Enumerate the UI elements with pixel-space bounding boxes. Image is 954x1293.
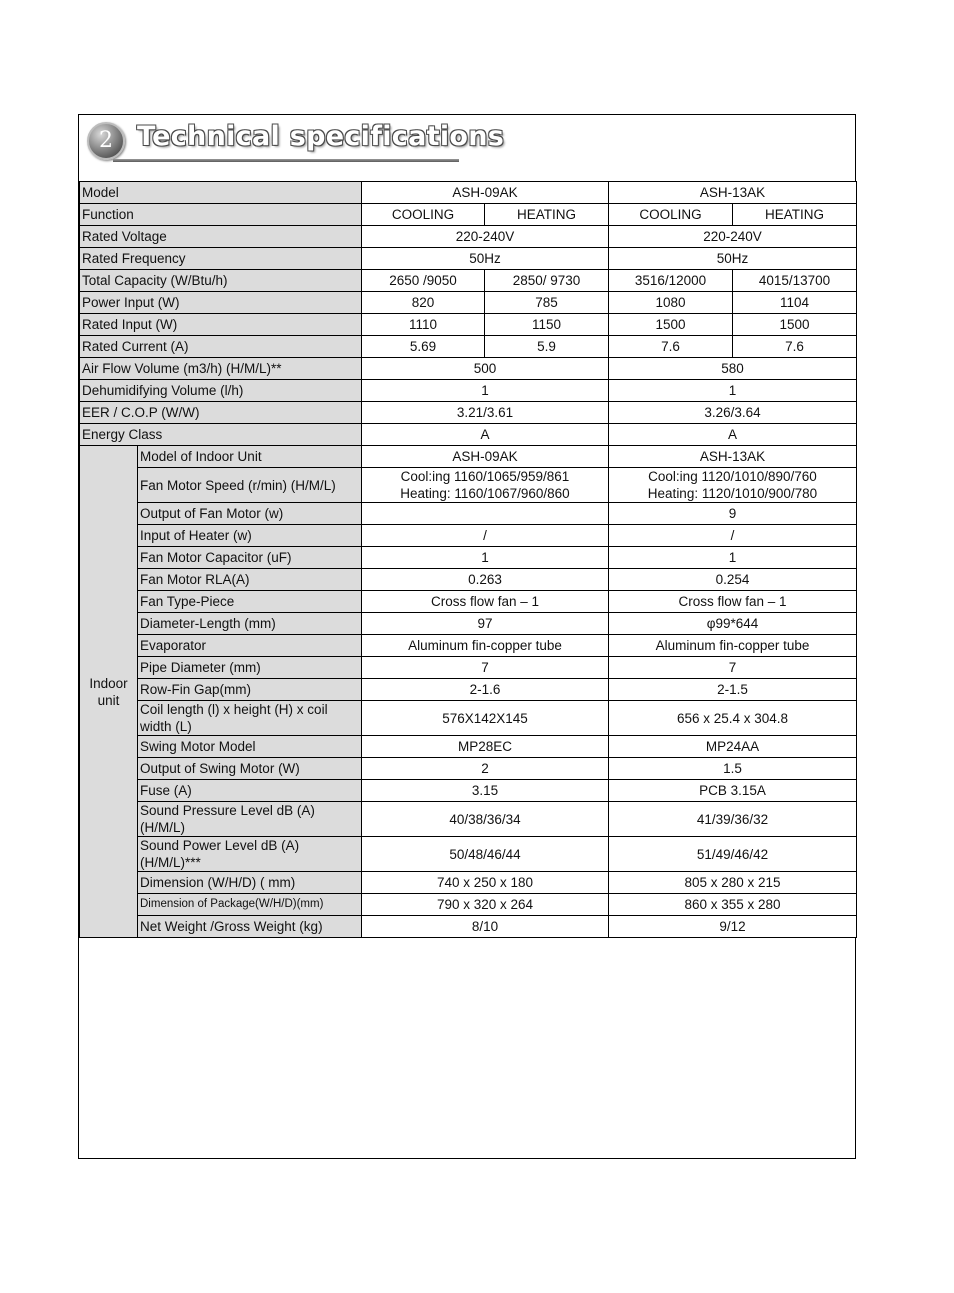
row-label: Fan Type-Piece [138,591,362,613]
table-row [80,569,857,591]
cell: 785 [485,292,609,314]
row-label: Model of Indoor Unit [138,446,362,468]
cell: ASH-09AK [362,446,609,468]
title-underline [113,159,459,162]
cell: 1 [609,380,857,402]
cell: 2-1.6 [362,679,609,701]
table-row [80,402,857,424]
cell: MP28EC [362,736,609,758]
cell: ASH-13AK [609,446,857,468]
row-label: Pipe Diameter (mm) [138,657,362,679]
cell: 3.21/3.61 [362,402,609,424]
row-label: Total Capacity (W/Btu/h) [80,270,362,292]
row-label: EER / C.O.P (W/W) [80,402,362,424]
cell: 50/48/46/44 [362,837,609,872]
cell: 7.6 [733,336,857,358]
cell: 5.9 [485,336,609,358]
table-row [80,872,857,894]
cell: 1080 [609,292,733,314]
fan-speed-heat-a: Heating: 1160/1067/960/860 [400,486,570,501]
row-label: Dimension (W/H/D) ( mm) [138,872,362,894]
cell: 1500 [609,314,733,336]
row-label: Dehumidifying Volume (l/h) [80,380,362,402]
cell: HEATING [733,204,857,226]
row-label: Fuse (A) [138,780,362,802]
cell: 580 [609,358,857,380]
cell: Aluminum fin-copper tube [609,635,857,657]
cell: 790 x 320 x 264 [362,894,609,916]
row-label: Sound Pressure Level dB (A) (H/M/L) [138,802,362,837]
cell: 2-1.5 [609,679,857,701]
section-title: Technical specifications [137,121,505,152]
cell: 40/38/36/34 [362,802,609,837]
cell: 220-240V [609,226,857,248]
model-b: ASH-13AK [609,182,857,204]
table-row [80,780,857,802]
row-label: Coil length (l) x height (H) x coil width (L) [138,701,362,736]
cell: 50Hz [609,248,857,270]
table-row [80,182,857,204]
cell: φ99*644 [609,613,857,635]
fan-speed-heat-b: Heating: 1120/1010/900/780 [647,486,818,501]
row-label: Rated Input (W) [80,314,362,336]
cell: 97 [362,613,609,635]
table-row [80,525,857,547]
cell: Cross flow fan – 1 [609,591,857,613]
table-row [80,679,857,701]
fan-speed-cool-b: Cool:ing 1120/1010/890/760 [648,469,817,484]
cell: 220-240V [362,226,609,248]
row-label: Function [80,204,362,226]
cell: 51/49/46/42 [609,837,857,872]
row-label: Row-Fin Gap(mm) [138,679,362,701]
table-row [80,635,857,657]
cell: 50Hz [362,248,609,270]
row-label: Input of Heater (w) [138,525,362,547]
table-row [80,424,857,446]
cell: COOLING [609,204,733,226]
table-row [80,270,857,292]
cell: 3516/12000 [609,270,733,292]
row-label: Model [80,182,362,204]
table-row [80,613,857,635]
table-row [80,802,857,837]
cell: 576X142X145 [362,701,609,736]
spec-frame [78,114,856,1159]
cell: 7 [609,657,857,679]
row-label: Output of Fan Motor (w) [138,503,362,525]
cell: 1150 [485,314,609,336]
table-row [80,547,857,569]
cell: 500 [362,358,609,380]
indoor-unit-group-label: Indoor unit [80,446,138,938]
cell: PCB 3.15A [609,780,857,802]
table-row [80,701,857,736]
cell: 2 [362,758,609,780]
row-label: Rated Current (A) [80,336,362,358]
row-label: Power Input (W) [80,292,362,314]
table-row [80,503,857,525]
cell: 7 [362,657,609,679]
table-row [80,380,857,402]
table-row [80,916,857,938]
cell: 1500 [733,314,857,336]
row-label: Output of Swing Motor (W) [138,758,362,780]
row-label: Dimension of Package(W/H/D)(mm) [138,894,362,916]
cell: / [362,525,609,547]
row-label: Fan Motor RLA(A) [138,569,362,591]
cell: COOLING [362,204,485,226]
cell: 0.263 [362,569,609,591]
cell: 9/12 [609,916,857,938]
cell [362,503,609,525]
cell: 5.69 [362,336,485,358]
cell [362,468,609,503]
row-label: Evaporator [138,635,362,657]
cell: 1 [609,547,857,569]
table-row [80,292,857,314]
cell: 41/39/36/32 [609,802,857,837]
row-label: Diameter-Length (mm) [138,613,362,635]
row-label: Fan Motor Capacitor (uF) [138,547,362,569]
cell: A [362,424,609,446]
cell [609,468,857,503]
section-number: 2 [99,128,113,153]
row-label: Energy Class [80,424,362,446]
cell: 4015/13700 [733,270,857,292]
row-label: Net Weight /Gross Weight (kg) [138,916,362,938]
cell: 0.254 [609,569,857,591]
cell: HEATING [485,204,609,226]
cell: 805 x 280 x 215 [609,872,857,894]
cell: 1.5 [609,758,857,780]
cell: / [609,525,857,547]
row-label: Fan Motor Speed (r/min) (H/M/L) [138,468,362,503]
cell: 1 [362,547,609,569]
cell: 820 [362,292,485,314]
cell: 2850/ 9730 [485,270,609,292]
cell: 3.26/3.64 [609,402,857,424]
row-label: Swing Motor Model [138,736,362,758]
row-label: Rated Voltage [80,226,362,248]
cell: Cross flow fan – 1 [362,591,609,613]
cell: 1104 [733,292,857,314]
row-label: Sound Power Level dB (A) (H/M/L)*** [138,837,362,872]
table-row [80,336,857,358]
spec-table [79,181,857,938]
cell: 2650 /9050 [362,270,485,292]
cell: Aluminum fin-copper tube [362,635,609,657]
cell: MP24AA [609,736,857,758]
table-row [80,837,857,872]
table-row [80,204,857,226]
table-row [80,657,857,679]
table-row [80,591,857,613]
cell: 1110 [362,314,485,336]
fan-speed-cool-a: Cool:ing 1160/1065/959/861 [400,469,570,484]
table-row [80,226,857,248]
cell: 1 [362,380,609,402]
table-row [80,758,857,780]
model-a: ASH-09AK [362,182,609,204]
cell: 740 x 250 x 180 [362,872,609,894]
table-row [80,446,857,468]
section-number-badge [87,122,125,160]
cell: 7.6 [609,336,733,358]
table-row [80,248,857,270]
table-row [80,468,857,503]
row-label: Rated Frequency [80,248,362,270]
table-row [80,894,857,916]
table-row [80,358,857,380]
table-row [80,736,857,758]
cell: 3.15 [362,780,609,802]
section-header [83,119,505,181]
table-row [80,314,857,336]
row-label: Air Flow Volume (m3/h) (H/M/L)** [80,358,362,380]
cell: A [609,424,857,446]
cell: 656 x 25.4 x 304.8 [609,701,857,736]
cell: 860 x 355 x 280 [609,894,857,916]
cell: 8/10 [362,916,609,938]
cell: 9 [609,503,857,525]
